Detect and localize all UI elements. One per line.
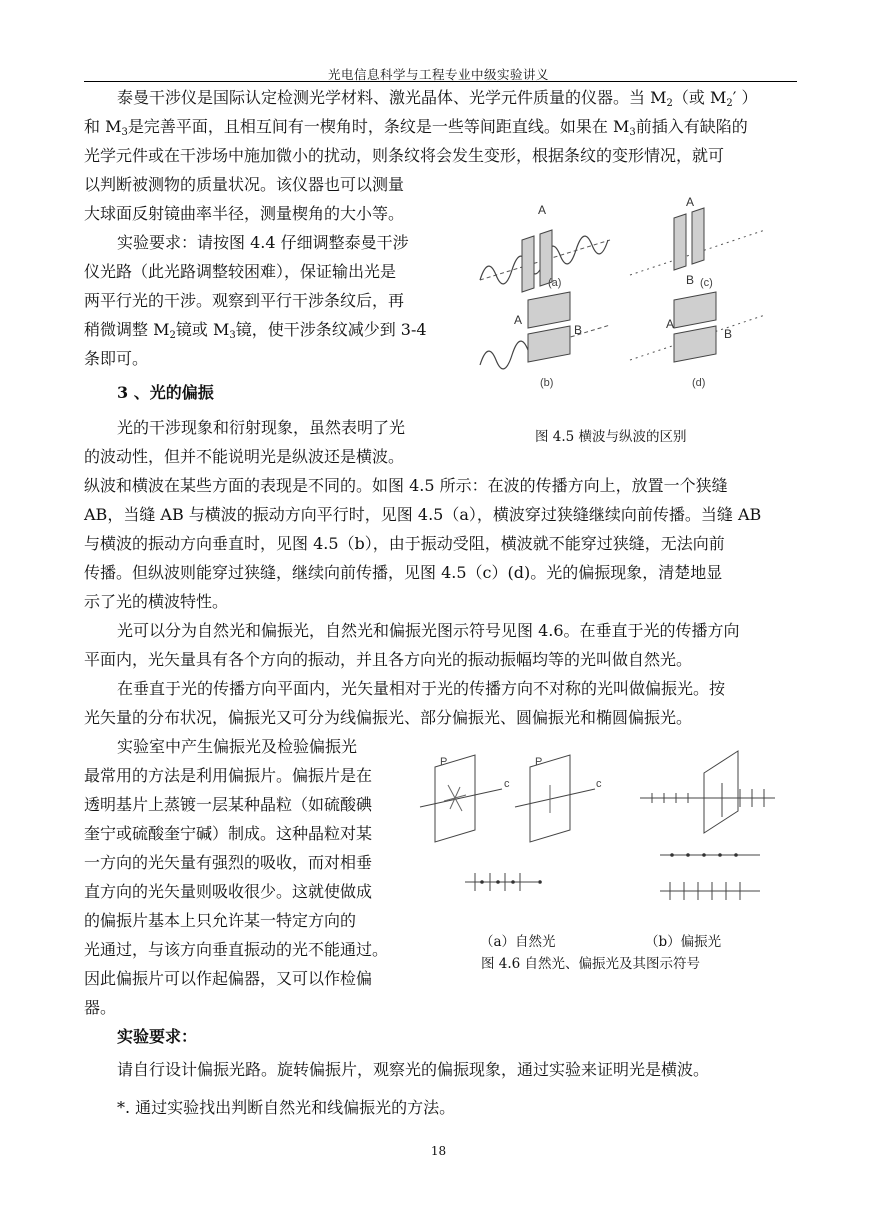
text-line: 与横波的振动方向垂直时，见图 4.5（b），由于振动受阻，横波就不能穿过狭缝，无法向前	[84, 534, 725, 553]
panel-c-diagram	[630, 195, 765, 289]
text-line: 稍微调整 $M_2$镜或 $M_3$镜，使干涉条纹减少到 3-4	[84, 320, 427, 341]
text-line: 示了光的横波特性。	[84, 592, 229, 611]
text-line: 仪光路（此光路调整较困难），保证输出光是	[84, 262, 397, 281]
section-heading: 实验要求：	[117, 1027, 198, 1046]
text-line: 一方向的光矢量有强烈的吸收，而对相垂	[84, 853, 373, 872]
text-line: 奎宁或硫酸奎宁碱）制成。这种晶粒对某	[84, 824, 373, 843]
text-line: 直方向的光矢量则吸收很少。这就使做成	[84, 882, 373, 901]
slit-label-b: B	[686, 273, 695, 287]
text-line: 光矢量的分布状况，偏振光又可分为线偏振光、部分偏振光、圆偏振光和椭圆偏振光。	[84, 708, 693, 727]
slit-label-a: A	[666, 317, 675, 331]
text-line: 光学元件或在干涉场中施加微小的扰动，则条纹将会发生变形，根据条纹的变形情况，就可	[84, 146, 725, 165]
text-line: 实验要求：请按图 4.4 仔细调整泰曼干涉	[117, 233, 409, 252]
figure-4-6-sub-b: （b）偏振光	[645, 934, 722, 950]
text-line: 光的干涉现象和衍射现象，虽然表明了光	[117, 418, 406, 437]
text-line: 的偏振片基本上只允许某一特定方向的	[84, 911, 357, 930]
text-line: 和 $M_3$是完善平面，且相互间有一楔角时，条纹是一些等间距直线。如果在 $M_3$前插入有缺陷的	[84, 117, 748, 138]
section-heading: 3 、光的偏振	[117, 383, 214, 402]
panel-label-b: (b)	[540, 377, 554, 389]
natural-light-symbol	[465, 873, 542, 891]
slit-label-b: B	[574, 323, 583, 337]
figure-4-5-illustration	[470, 195, 770, 400]
axis-mark: c	[504, 778, 510, 790]
text-line: 的波动性，但并不能说明光是纵波还是横波。	[84, 447, 405, 466]
text-line: AB，当缝 AB 与横波的振动方向平行时，见图 4.5（a），横波穿过狭缝继续向前传播。当缝 AB	[84, 505, 762, 524]
polarized-light-symbols	[640, 751, 775, 900]
text-line: 器。	[84, 998, 117, 1017]
figure-4-6-illustration	[420, 755, 780, 930]
slit-label-a: A	[514, 313, 523, 327]
text-line: 光可以分为自然光和偏振光，自然光和偏振光图示符号见图 4.6。在垂直于光的传播方向	[117, 621, 740, 640]
polarizer-mark: P	[440, 756, 448, 768]
text-line: 平面内，光矢量具有各个方向的振动，并且各方向光的振动振幅均等的光叫做自然光。	[84, 650, 693, 669]
slit-label-b: B	[724, 327, 733, 341]
figure-4-6-caption: 图 4.6 自然光、偏振光及其图示符号	[481, 956, 701, 972]
panel-label-a: (a)	[548, 277, 562, 289]
text-line: 光通过，与该方向垂直振动的光不能通过。	[84, 940, 389, 959]
panel-d-diagram	[630, 292, 765, 389]
figure-4-6-sub-a: （a）自然光	[480, 934, 556, 950]
text-line: 因此偏振片可以作起偏器，又可以作检偏	[84, 969, 373, 988]
natural-light-diagram	[420, 755, 510, 842]
text-line: 在垂直于光的传播方向平面内，光矢量相对于光的传播方向不对称的光叫做偏振光。按	[117, 679, 726, 698]
text-line: 大球面反射镜曲率半径，测量楔角的大小等。	[84, 204, 405, 223]
panel-label-c: (c)	[700, 277, 713, 289]
text-line: 泰曼干涉仪是国际认定检测光学材料、激光晶体、光学元件质量的仪器。当 $M_2$（或 $M_2'$ ）	[117, 88, 758, 109]
text-line: 请自行设计偏振光路。旋转偏振片，观察光的偏振现象，通过实验来证明光是横波。	[117, 1060, 710, 1079]
text-line: 最常用的方法是利用偏振片。偏振片是在	[84, 766, 373, 785]
panel-b-diagram	[480, 292, 610, 389]
text-line: 条即可。	[84, 349, 149, 368]
page-number: 18	[430, 1144, 447, 1158]
text-line: 两平行光的干涉。观察到平行干涉条纹后，再	[84, 291, 405, 310]
text-line: 以判断被测物的质量状况。该仪器也可以测量	[84, 175, 405, 194]
text-line: 纵波和横波在某些方面的表现是不同的。如图 4.5 所示：在波的传播方向上，放置一个狭缝	[84, 476, 728, 495]
slit-label-a: A	[538, 203, 547, 217]
figure-4-5-caption: 图 4.5 横波与纵波的区别	[535, 429, 687, 445]
running-header: 光电信息科学与工程专业中级实验讲义	[327, 67, 549, 82]
polarizer-mark: P	[535, 756, 543, 768]
slit-label-a: A	[686, 195, 695, 209]
text-line: 透明基片上蒸镀一层某种晶粒（如硫酸碘	[84, 795, 373, 814]
polarized-light-diagram	[515, 755, 602, 842]
text-line: *. 通过实验找出判断自然光和线偏振光的方法。	[117, 1098, 456, 1117]
axis-mark: c	[596, 778, 602, 790]
panel-label-d: (d)	[692, 377, 706, 389]
text-line: 实验室中产生偏振光及检验偏振光	[117, 737, 358, 756]
header-rule	[84, 81, 797, 82]
text-line: 传播。但纵波则能穿过狭缝，继续向前传播，见图 4.5（c）(d)。光的偏振现象，清楚地显	[84, 563, 723, 582]
